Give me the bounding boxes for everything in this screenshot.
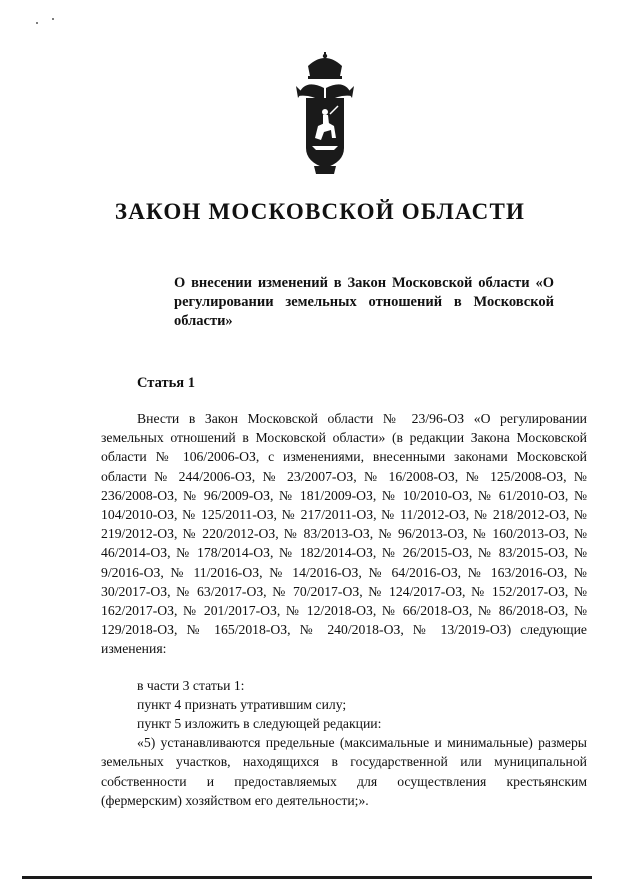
law-title: ЗАКОН МОСКОВСКОЙ ОБЛАСТИ (114, 199, 526, 224)
change-item: пункт 5 изложить в следующей редакции: (137, 716, 382, 732)
article-heading: Статья 1 (137, 375, 195, 391)
scan-speck (36, 22, 38, 24)
scan-speck (52, 18, 54, 20)
moscow-region-coat-of-arms-icon (294, 52, 356, 178)
change-item: в части 3 статьи 1: (137, 677, 245, 693)
article-body (101, 409, 587, 810)
law-subject: О внесении изменений в Закон Московской области «О регулировании земельных отношений в Московской области» (174, 275, 554, 329)
footer-rule (22, 876, 592, 879)
amendment-text: «5) устанавливаются предельные (максимальные и минимальные) размеры земельных участков, находящихся в государственной или муниципальной собственности и предоставляемых для осуществления крестьянским (фермерским) хозяйством его деятельности;». (101, 735, 587, 808)
intro-paragraph: Внести в Закон Московской области № 23/96-ОЗ «О регулировании земельных отношений в Московской области» (в редакции Закона Московской области № 106/2006-ОЗ, с изменениями, внесенными законами Московской области № 244/2006-ОЗ, № 23/2007-ОЗ, № 16/2008-ОЗ, № 125/2008-ОЗ, № 236/2008-ОЗ, № 96/2009-ОЗ, № 181/2009-ОЗ, № 10/2010-ОЗ, № 61/2010-ОЗ, № 104/2010-ОЗ, № 125/2011-ОЗ, № 217/2011-ОЗ, № 11/2012-ОЗ, № 218/2012-ОЗ, № 219/2012-ОЗ, № 220/2012-ОЗ, № 83/2013-ОЗ, № 96/2013-ОЗ, № 160/2013-ОЗ, № 46/2014-ОЗ, № 178/2014-ОЗ, № 182/2014-ОЗ, № 26/2015-ОЗ, № 83/2015-ОЗ, № 9/2016-ОЗ, № 11/2016-ОЗ, № 14/2016-ОЗ, № 64/2016-ОЗ, № 163/2016-ОЗ, № 30/2017-ОЗ, № 63/2017-ОЗ, № 70/2017-ОЗ, № 124/2017-ОЗ, № 152/2017-ОЗ, № 162/2017-ОЗ, № 201/2017-ОЗ, № 12/2018-ОЗ, № 66/2018-ОЗ, № 86/2018-ОЗ, № 129/2018-ОЗ, № 165/2018-ОЗ, № 240/2018-ОЗ, № 13/2019-ОЗ) следующие изменения: (101, 411, 587, 657)
change-item: пункт 4 признать утратившим силу; (137, 696, 347, 712)
